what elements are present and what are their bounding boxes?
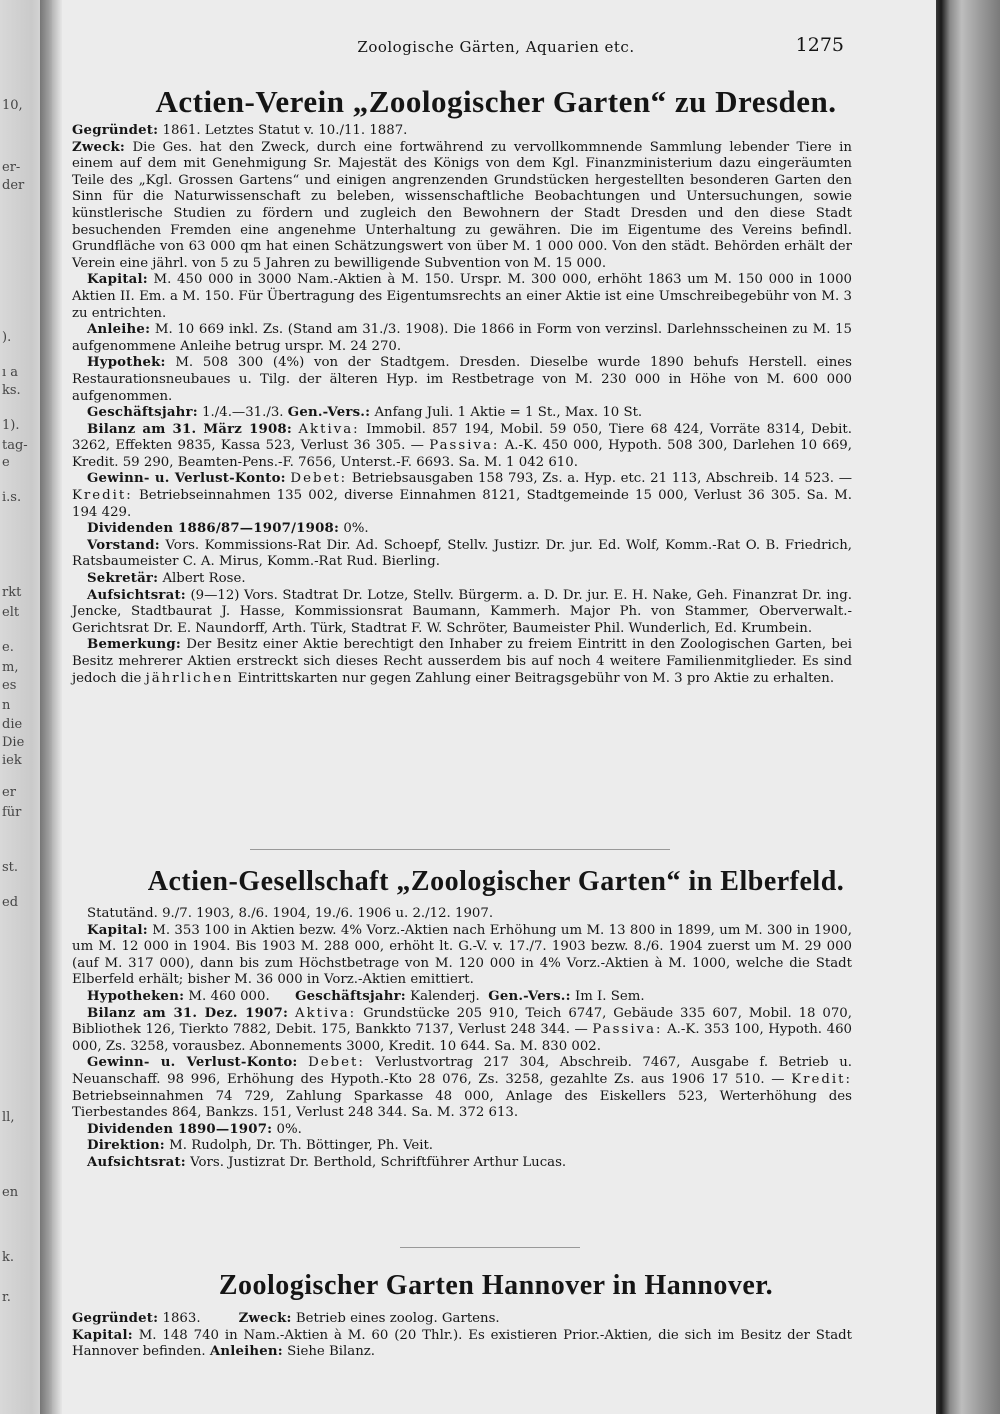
margin-fragment: st. xyxy=(2,860,19,875)
entry-geschaeftsjahr xyxy=(72,405,852,422)
entry-label: Anleihe: xyxy=(87,322,151,338)
margin-fragment: er xyxy=(2,785,16,800)
entry-text: 1./4.—31./3. xyxy=(197,405,288,421)
entry-statut xyxy=(72,906,852,923)
entry-hypotheken xyxy=(72,989,852,1006)
entry-text: Immobil. 857 194, Mobil. 59 050, Tiere 68 424, Vorräte 8314, Debit. 3262, Effekten 9835, Kassa 523, Verlust 36 305. — xyxy=(72,421,852,454)
entry-text: Betriebsausgaben 158 793, Zs. a. Hyp. etc. 21 113, Abschreib. 14 523. — xyxy=(347,471,852,487)
entry-text: M. Rudolph, Dr. Th. Böttinger, Ph. Veit. xyxy=(164,1138,434,1154)
entry-text: A.-K. 353 100, Hypoth. 460 000, Zs. 3258, vorausbez. Abonnements 3000, Kredit. 10 644. Sa. M. 830 002. xyxy=(72,1022,852,1054)
entry-text: 1861. Letztes Statut v. 10./11. 1887. xyxy=(158,123,408,138)
margin-fragment: er- xyxy=(2,160,21,175)
entry-text: 0%. xyxy=(339,521,369,537)
entry-text: Debet: xyxy=(290,471,348,487)
entry-label: Dividenden 1890—1907: xyxy=(87,1121,273,1137)
entry-text: Betrieb eines zoolog. Gartens. xyxy=(291,1311,500,1326)
margin-fragment: 1). xyxy=(2,418,20,433)
entry-text: Debet: xyxy=(308,1055,365,1071)
entry-bemerkung xyxy=(72,637,852,687)
entry-label: Gen.-Vers.: xyxy=(287,405,371,421)
entry-text: jährlichen xyxy=(145,670,234,686)
entry-text: Aktiva: xyxy=(294,1005,357,1021)
margin-fragment: es xyxy=(2,678,17,693)
entry-label: Gegründet: xyxy=(72,123,159,138)
book-gutter xyxy=(40,0,62,1414)
entry-label: Vorstand: xyxy=(87,537,160,553)
entry-label: Gewinn- u. Verlust-Konto: xyxy=(87,471,286,487)
entry-vorstand xyxy=(72,538,852,571)
entry-label: Dividenden 1886/87—1907/1908: xyxy=(87,521,340,537)
entry-label: Direktion: xyxy=(87,1138,165,1154)
margin-fragment: iek xyxy=(2,753,22,768)
margin-fragment: ). xyxy=(2,330,12,345)
margin-fragment: e. xyxy=(2,640,14,655)
margin-fragment: tag- xyxy=(2,438,28,453)
entry-label: Hypothek: xyxy=(87,355,166,371)
entry-bilanz xyxy=(72,1006,852,1056)
entry-dividenden xyxy=(72,1122,852,1139)
entry-gegruendet xyxy=(72,123,852,140)
running-header xyxy=(52,34,940,64)
section-body-dresden xyxy=(72,123,852,687)
entry-text: (9—12) Vors. Stadtrat Dr. Lotze, Stellv. Bürgerm. a. D. Dr. jur. E. H. Nake, Geh. Finanzrat Dr. ing. Jencke, Stadtbaurat J. Hasse, Kommissionsrat Baumann, Kammerh. Major Ph. von Stammer, Oberverwalt.-Gerichtsrat Dr. E. Naundorff, Arth. Türk, Stadtrat F. W. Schröter, Baumeister Phil. Wunderlich, Ed. Krumbein. xyxy=(72,587,852,636)
entry-label: Geschäftsjahr: xyxy=(295,988,406,1004)
margin-fragment: der xyxy=(2,178,25,193)
entry-gewinn-verlust xyxy=(72,471,852,521)
page-number: 1275 xyxy=(795,34,844,56)
entry-label: Gewinn- u. Verlust-Konto: xyxy=(87,1055,298,1071)
entry-text: Vors. Justizrat Dr. Berthold, Schriftführer Arthur Lucas. xyxy=(185,1154,567,1170)
entry-text: Verlustvortrag 217 304, Abschreib. 7467, Ausgabe f. Betrieb u. Neuanschaff. 98 996, Erhöhung des Hypoth.-Kto 28 076, Zs. 3258, gezahlte Zs. aus 1906 17 510. — xyxy=(72,1055,852,1087)
entry-label: Zweck: xyxy=(72,139,126,155)
section-title-hannover: Zoologischer Garten Hannover in Hannover. xyxy=(218,1270,774,1301)
entry-label: Geschäftsjahr: xyxy=(87,405,198,421)
entry-label: Anleihen: xyxy=(209,1344,283,1360)
entry-text: M. 353 100 in Aktien bezw. 4% Vorz.-Aktien nach Erhöhung um M. 13 800 in 1899, um M. 300 in 1900, um M. 12 000 in 1904. Bis 1903 M. 288 000, erhöht lt. G.-V. v. 17./7. 1903 bezw. 8./6. 1904 zuerst um M. 29 000 (auf M. 317 000), dann bis zum Höchstbetrage von M. 120 000 in 4% Vorz.-Aktien à M. 1000, welche die Stadt Elberfeld erhält; bisher M. 36 000 in Vorz.-Aktien emittiert. xyxy=(72,922,852,988)
entry-label: Zweck: xyxy=(238,1311,292,1326)
margin-fragment: m, xyxy=(2,660,19,675)
entry-kapital xyxy=(72,923,852,989)
section-title-elberfeld: Actien-Gesellschaft „Zoologischer Garten“ in Elberfeld. xyxy=(147,866,845,897)
entry-text: Grundstücke 205 910, Teich 6747, Gebäude 335 607, Mobil. 18 070, Bibliothek 126, Tierkto 7882, Debit. 175, Bankkto 7137, Verlust 248 344. — xyxy=(72,1005,852,1038)
entry-label: Hypotheken: xyxy=(87,988,185,1004)
entry-gegruendet xyxy=(72,1311,852,1328)
entry-text: Kredit: xyxy=(791,1071,852,1087)
entry-text: Kalenderj. xyxy=(405,988,480,1004)
margin-fragment: rkt xyxy=(2,585,22,600)
entry-label: Aufsichtsrat: xyxy=(87,587,186,603)
margin-fragment: en xyxy=(2,1185,19,1200)
entry-label: Kapital: xyxy=(72,1327,133,1343)
entry-text: Im I. Sem. xyxy=(570,988,645,1004)
entry-aufsichtsrat xyxy=(72,588,852,638)
entry-text: Siehe Bilanz. xyxy=(282,1344,376,1360)
entry-text: Eintrittskarten nur gegen Zahlung einer Beitragsgebühr von M. 3 pro Aktie zu erhalten. xyxy=(233,670,835,686)
entry-text: Passiva: xyxy=(429,438,500,454)
section-body-hannover xyxy=(72,1311,852,1361)
entry-label: Sekretär: xyxy=(87,571,159,587)
entry-hypothek xyxy=(72,355,852,405)
margin-fragment: ll, xyxy=(2,1110,15,1125)
entry-text: Vors. Kommissions-Rat Dir. Ad. Schoepf, Stellv. Justizr. Dr. jur. Ed. Wolf, Komm.-Rat O. B. Friedrich, Ratsbaumeister C. A. Mirus, Komm.-Rat Rud. Bierling. xyxy=(72,537,852,570)
entry-label: Aufsichtsrat: xyxy=(87,1154,186,1170)
entry-gewinn-verlust xyxy=(72,1055,852,1121)
separator-rule xyxy=(400,1247,580,1248)
entry-text: 0%. xyxy=(272,1121,302,1137)
section-title-dresden: Actien-Verein „Zoologischer Garten“ zu Dresden. xyxy=(155,84,837,119)
margin-fragment: k. xyxy=(2,1250,15,1265)
entry-label: Gen.-Vers.: xyxy=(488,988,571,1004)
entry-text: Kredit: xyxy=(72,488,133,504)
margin-fragment: die xyxy=(2,717,23,732)
page-edge-shadow xyxy=(936,0,1000,1414)
entry-text: A.-K. 450 000, Hypoth. 508 300, Darlehen 10 669, Kredit. 59 290, Beamten-Pens.-F. 7656, Unterst.-F. 6693. Sa. M. 1 042 610. xyxy=(72,438,852,470)
entry-text: M. 148 740 in Nam.-Aktien à M. 60 (20 Thlr.). Es existieren Prior.-Aktien, die sich im Besitz der Stadt Hannover befinden. xyxy=(72,1327,852,1360)
entry-label: Kapital: xyxy=(87,272,148,288)
margin-fragment: e xyxy=(2,455,10,470)
margin-fragment: n xyxy=(2,698,11,713)
margin-fragment: ks. xyxy=(2,383,21,398)
entry-anleihe xyxy=(72,322,852,355)
entry-label: Kapital: xyxy=(87,922,148,938)
entry-zweck xyxy=(72,140,852,273)
entry-text: Die Ges. hat den Zweck, durch eine fortwährend zu vervollkommnende Sammlung lebender Tiere in einem auf dem mit Genehmigung Sr. Majestät des Königs von dem Kgl. Finanzministerium dazu eingeräumten Teile des „Kgl. Grossen Gartens“ und einigen angrenzenden Grundstücken hergestellten besonderen Garten den Sinn für die Naturwissenschaft zu beleben, wissenschaftliche Beobachtungen und Untersuchungen, sowie künstlerische Studien zu fördern und zugleich den Bewohnern der Stadt Dresden und den diese Stadt besuchenden Fremden eine angenehme Unterhaltung zu gewähren. Die im Eigentume des Vereins befindl. Grundfläche von 63 000 qm hat einen Schätzungswert von über M. 1 000 000. Von den städt. Behörden erhält der Verein eine jährl. von 5 zu 5 Jahren zu bewilligende Subvention von M. 15 000. xyxy=(72,139,852,271)
margin-fragment: i.s. xyxy=(2,490,22,505)
entry-text: Passiva: xyxy=(592,1022,663,1038)
entry-label: Bilanz am 31. Dez. 1907: xyxy=(87,1005,289,1021)
entry-label: Gegründet: xyxy=(72,1311,159,1326)
entry-text: Statutänd. 9./7. 1903, 8./6. 1904, 19./6. 1906 u. 2./12. 1907. xyxy=(87,906,494,921)
entry-text: Betriebseinnahmen 135 002, diverse Einnahmen 8121, Stadtgemeinde 15 000, Verlust 36 305. Sa. M. 194 429. xyxy=(72,488,852,520)
separator-rule xyxy=(250,849,670,850)
margin-fragment: ı a xyxy=(2,365,19,380)
entry-aufsichtsrat xyxy=(72,1155,852,1172)
entry-bilanz xyxy=(72,422,852,472)
entry-text: 1863. xyxy=(158,1311,205,1326)
entry-text: Aktiva: xyxy=(298,421,360,437)
margin-fragment: ed xyxy=(2,895,19,910)
entry-text: M. 460 000. xyxy=(184,988,270,1004)
entry-text: M. 10 669 inkl. Zs. (Stand am 31./3. 1908). Die 1866 in Form von verzinsl. Darlehnsscheinen zu M. 15 aufgenommene Anleihe betrug urspr. M. 24 270. xyxy=(72,322,852,354)
margin-fragment: r. xyxy=(2,1290,11,1305)
entry-kapital xyxy=(72,1328,852,1361)
section-body-elberfeld xyxy=(72,906,852,1172)
margin-fragment: 10, xyxy=(2,98,23,113)
entry-text: Der Besitz einer Aktie berechtigt den Inhaber zu freiem Eintritt in den Zoologischen Garten, bei Besitz mehrerer Aktien erstreckt sich dieses Recht ausserdem bis auf noch 4 weitere Familienmitglieder. Es sind jedoch die xyxy=(72,637,852,686)
entry-text: Albert Rose. xyxy=(158,571,246,587)
entry-label: Bemerkung: xyxy=(87,637,181,653)
entry-label: Bilanz am 31. März 1908: xyxy=(87,421,292,437)
margin-fragment: Die xyxy=(2,735,25,750)
entry-direktion xyxy=(72,1138,852,1155)
entry-text: Anfang Juli. 1 Aktie = 1 St., Max. 10 St. xyxy=(370,405,643,421)
entry-dividenden xyxy=(72,521,852,538)
entry-kapital xyxy=(72,272,852,322)
entry-text: M. 508 300 (4%) von der Stadtgem. Dresden. Dieselbe wurde 1890 behufs Herstell. eines Restaurationsneubaues u. Tilg. der älteren Hyp. im Restbetrage von M. 230 000 in Höhe von M. 600 000 aufgenommen. xyxy=(72,355,852,404)
entry-text: M. 450 000 in 3000 Nam.-Aktien à M. 150. Urspr. M. 300 000, erhöht 1863 um M. 150 000 in 1000 Aktien II. Em. a M. 150. Für Übertragung des Eigentumsrechts an einer Aktie ist eine Umschreibegebühr von M. 3 zu entrichten. xyxy=(72,272,852,321)
margin-fragment: für xyxy=(2,805,22,820)
entry-sekretaer xyxy=(72,571,852,588)
running-title: Zoologische Gärten, Aquarien etc. xyxy=(357,38,635,56)
entry-text: Betriebseinnahmen 74 729, Zahlung Sparkasse 48 000, Anlage des Eiskellers 523, Werterhöhung des Tierbestandes 864, Bankzs. 151, Verlust 248 344. Sa. M. 372 613. xyxy=(72,1088,852,1121)
margin-fragment: elt xyxy=(2,605,20,620)
